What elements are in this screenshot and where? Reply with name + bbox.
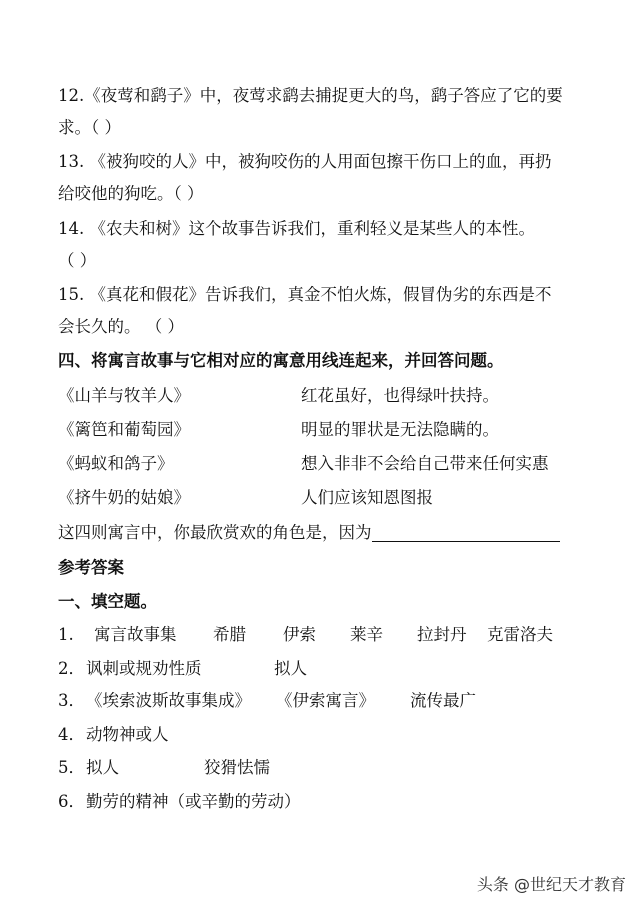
story-title: 《挤牛奶的姑娘》	[58, 488, 190, 507]
answer-number: 5．	[58, 758, 85, 777]
answer-item: 动物神或人	[86, 725, 169, 744]
answer-item: 流传最广	[410, 691, 476, 710]
story-title: 《山羊与牧羊人》	[58, 386, 190, 405]
answer-row-2	[58, 658, 307, 680]
answer-item: 拟人	[274, 659, 307, 678]
answer-number: 2．	[58, 659, 85, 678]
answer-item: 克雷洛夫	[487, 625, 553, 644]
answer-number: 6．	[58, 792, 85, 811]
answer-item: 勤劳的精神（或辛勤的劳动）	[86, 792, 301, 811]
answer-item: 伊索	[283, 625, 316, 644]
section4-heading: 四、将寓言故事与它相对应的寓意用线连起来，并回答问题。	[58, 351, 504, 370]
answer-number: 3．	[58, 691, 85, 710]
question-13-line2: 给咬他的狗吃。（ ）	[58, 184, 204, 203]
story-moral: 明显的罪状是无法隐瞒的。	[301, 420, 499, 439]
answer-item: 拉封丹	[417, 625, 467, 644]
answers-subheading: 一、填空题。	[58, 592, 157, 611]
question-15-line2: 会长久的。 （ ）	[58, 317, 184, 336]
story-moral: 人们应该知恩图报	[301, 488, 433, 507]
watermark: 头条 @世纪天才教育	[476, 875, 626, 894]
answer-item: 寓言故事集	[94, 625, 177, 644]
section4-question-text: 这四则寓言中，你最欣赏欢的角色是，因为	[58, 523, 372, 542]
answer-item: 《埃索波斯故事集成》	[86, 691, 251, 710]
answer-item: 狡猾怯懦	[204, 758, 270, 777]
question-12-line1: 12.《夜莺和鹞子》中，夜莺求鹞去捕捉更大的鸟，鹞子答应了它的要	[58, 86, 563, 105]
answer-item: 《伊索寓言》	[276, 691, 375, 710]
answer-number: 4．	[58, 725, 85, 744]
question-15-line1: 15. 《真花和假花》告诉我们，真金不怕火炼，假冒伪劣的东西是不	[58, 285, 552, 304]
answer-item: 莱辛	[350, 625, 383, 644]
answer-item: 讽刺或规劝性质	[86, 659, 202, 678]
answer-row-6	[58, 791, 301, 813]
question-14-line1: 14. 《农夫和树》这个故事告诉我们，重利轻义是某些人的本性。	[58, 219, 535, 238]
answer-row-1	[58, 624, 553, 646]
question-14-line2: （ ）	[58, 251, 97, 270]
answer-item: 拟人	[86, 758, 119, 777]
answer-number: 1.	[58, 625, 74, 644]
story-moral: 红花虽好，也得绿叶扶持。	[301, 386, 499, 405]
answers-heading: 参考答案	[58, 558, 124, 577]
question-13-line1: 13. 《被狗咬的人》中，被狗咬伤的人用面包擦干伤口上的血，再扔	[58, 152, 552, 171]
story-title: 《蚂蚁和鸽子》	[58, 454, 174, 473]
answer-item: 希腊	[213, 625, 246, 644]
answer-row-4	[58, 724, 169, 746]
story-title: 《篱笆和葡萄园》	[58, 420, 190, 439]
answer-row-3	[58, 690, 476, 712]
answer-row-5	[58, 757, 270, 779]
section4-question	[58, 522, 560, 544]
story-moral: 想入非非不会给自己带来任何实惠	[301, 454, 549, 473]
question-12-line2: 求。（ ）	[58, 118, 121, 137]
answer-blank-line	[372, 523, 560, 542]
